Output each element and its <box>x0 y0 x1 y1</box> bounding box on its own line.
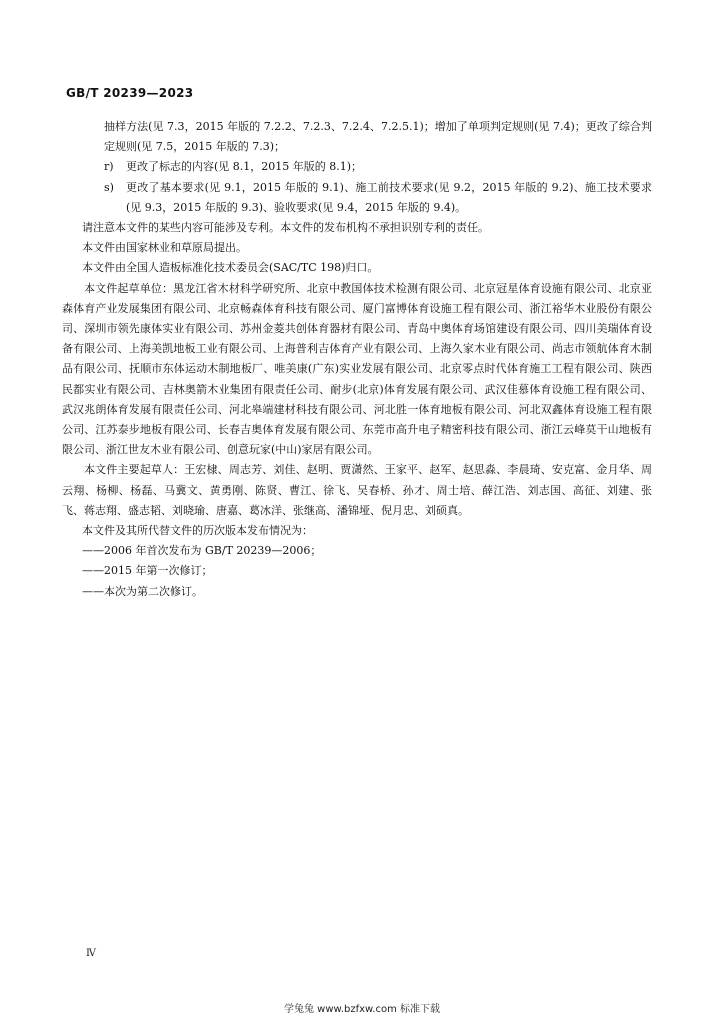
list-item-r <box>104 157 652 177</box>
list-item-s <box>104 178 652 218</box>
standard-code: GB/T 20239—2023 <box>66 86 194 100</box>
history-item: ——2015 年第一次修订； <box>82 564 213 578</box>
list-marker: s) <box>104 180 114 194</box>
document-body <box>62 117 652 602</box>
history-intro: 本文件及其所代替文件的历次版本发布情况为： <box>82 524 313 538</box>
proposer-paragraph: 本文件由国家林业和草原局提出。 <box>82 241 247 255</box>
drafters-paragraph: 本文件主要起草人：王宏棣、周志芳、刘佳、赵明、贾潇然、王家平、赵军、赵思淼、李晨琦、安克富、金月华、周云翔、杨柳、杨磊、马冀文、黄勇刚、陈贤、曹江、徐飞、吴春桥、孙才、周士培、薛江浩、刘志国、高征、刘建、张飞、蒋志翔、盛志韬、刘晓瑜、唐嘉、葛冰洋、张继高、潘锦垭、倪月忠、刘硕真。 <box>62 463 652 517</box>
patent-notice: 请注意本文件的某些内容可能涉及专利。本文件的发布机构不承担识别专利的责任。 <box>82 221 489 235</box>
committee-paragraph: 本文件由全国人造板标准化技术委员会(SAC/TC 198)归口。 <box>82 261 379 275</box>
history-item: ——2006 年首次发布为 GB/T 20239—2006； <box>82 544 322 558</box>
page-number: Ⅳ <box>86 948 96 959</box>
continuation-text: 抽样方法(见 7.3，2015 年版的 7.2.2、7.2.3、7.2.4、7.2.5.1)；增加了单项判定规则(见 7.4)；更改了综合判定规则(见 7.5，2015 年版的 7.3)； <box>104 120 652 154</box>
history-item: ——本次为第二次修订。 <box>82 584 203 598</box>
list-item-text: 更改了基本要求(见 9.1，2015 年版的 9.1)、施工前技术要求(见 9.2，2015 年版的 9.2)、施工技术要求(见 9.3，2015 年版的 9.3)、验收要求(见 9.4，2015 年版的 9.4)。 <box>126 180 652 214</box>
list-item-text: 更改了标志的内容(见 8.1，2015 年版的 8.1)； <box>126 160 363 174</box>
drafting-units-paragraph: 本文件起草单位：黑龙江省木材科学研究所、北京中教国体技术检测有限公司、北京冠星体育设施有限公司、北京亚森体育产业发展集团有限公司、北京畅森体育科技有限公司、厦门富博体育设施工程有限公司、浙江裕华木业股份有限公司、深圳市领先康体实业有限公司、苏州金菱共创体育器材有限公司、青岛中奥体育场馆建设有限公司、四川美瑞体育设备有限公司、上海美凯地板工业有限公司、上海普利吉体育产业有限公司、上海久家木业有限公司、尚志市领航体育木制品有限公司、抚顺市东体运动木制地板厂、唯美康(广东)实业发展有限公司、北京零点时代体育施工工程有限公司、陕西民都实业有限公司、吉林奥箭木业集团有限责任公司、耐步(北京)体育发展有限公司、武汉佳慕体育设施工程有限公司、武汉兆朗体育发展有限责任公司、河北皋端建材科技有限公司、河北胜一体育地板有限公司、河北双鑫体育设施工程有限公司、江苏泰步地板有限公司、长春吉奥体育发展有限公司、东莞市高升电子精密科技有限公司、浙江云峰莫干山地板有限公司、浙江世友木业有限公司、创意玩家(中山)家居有限公司。 <box>62 281 652 457</box>
list-marker: r) <box>104 160 114 174</box>
footer-watermark: 学兔兔 www.bzfxw.com 标准下载 <box>284 1004 440 1015</box>
